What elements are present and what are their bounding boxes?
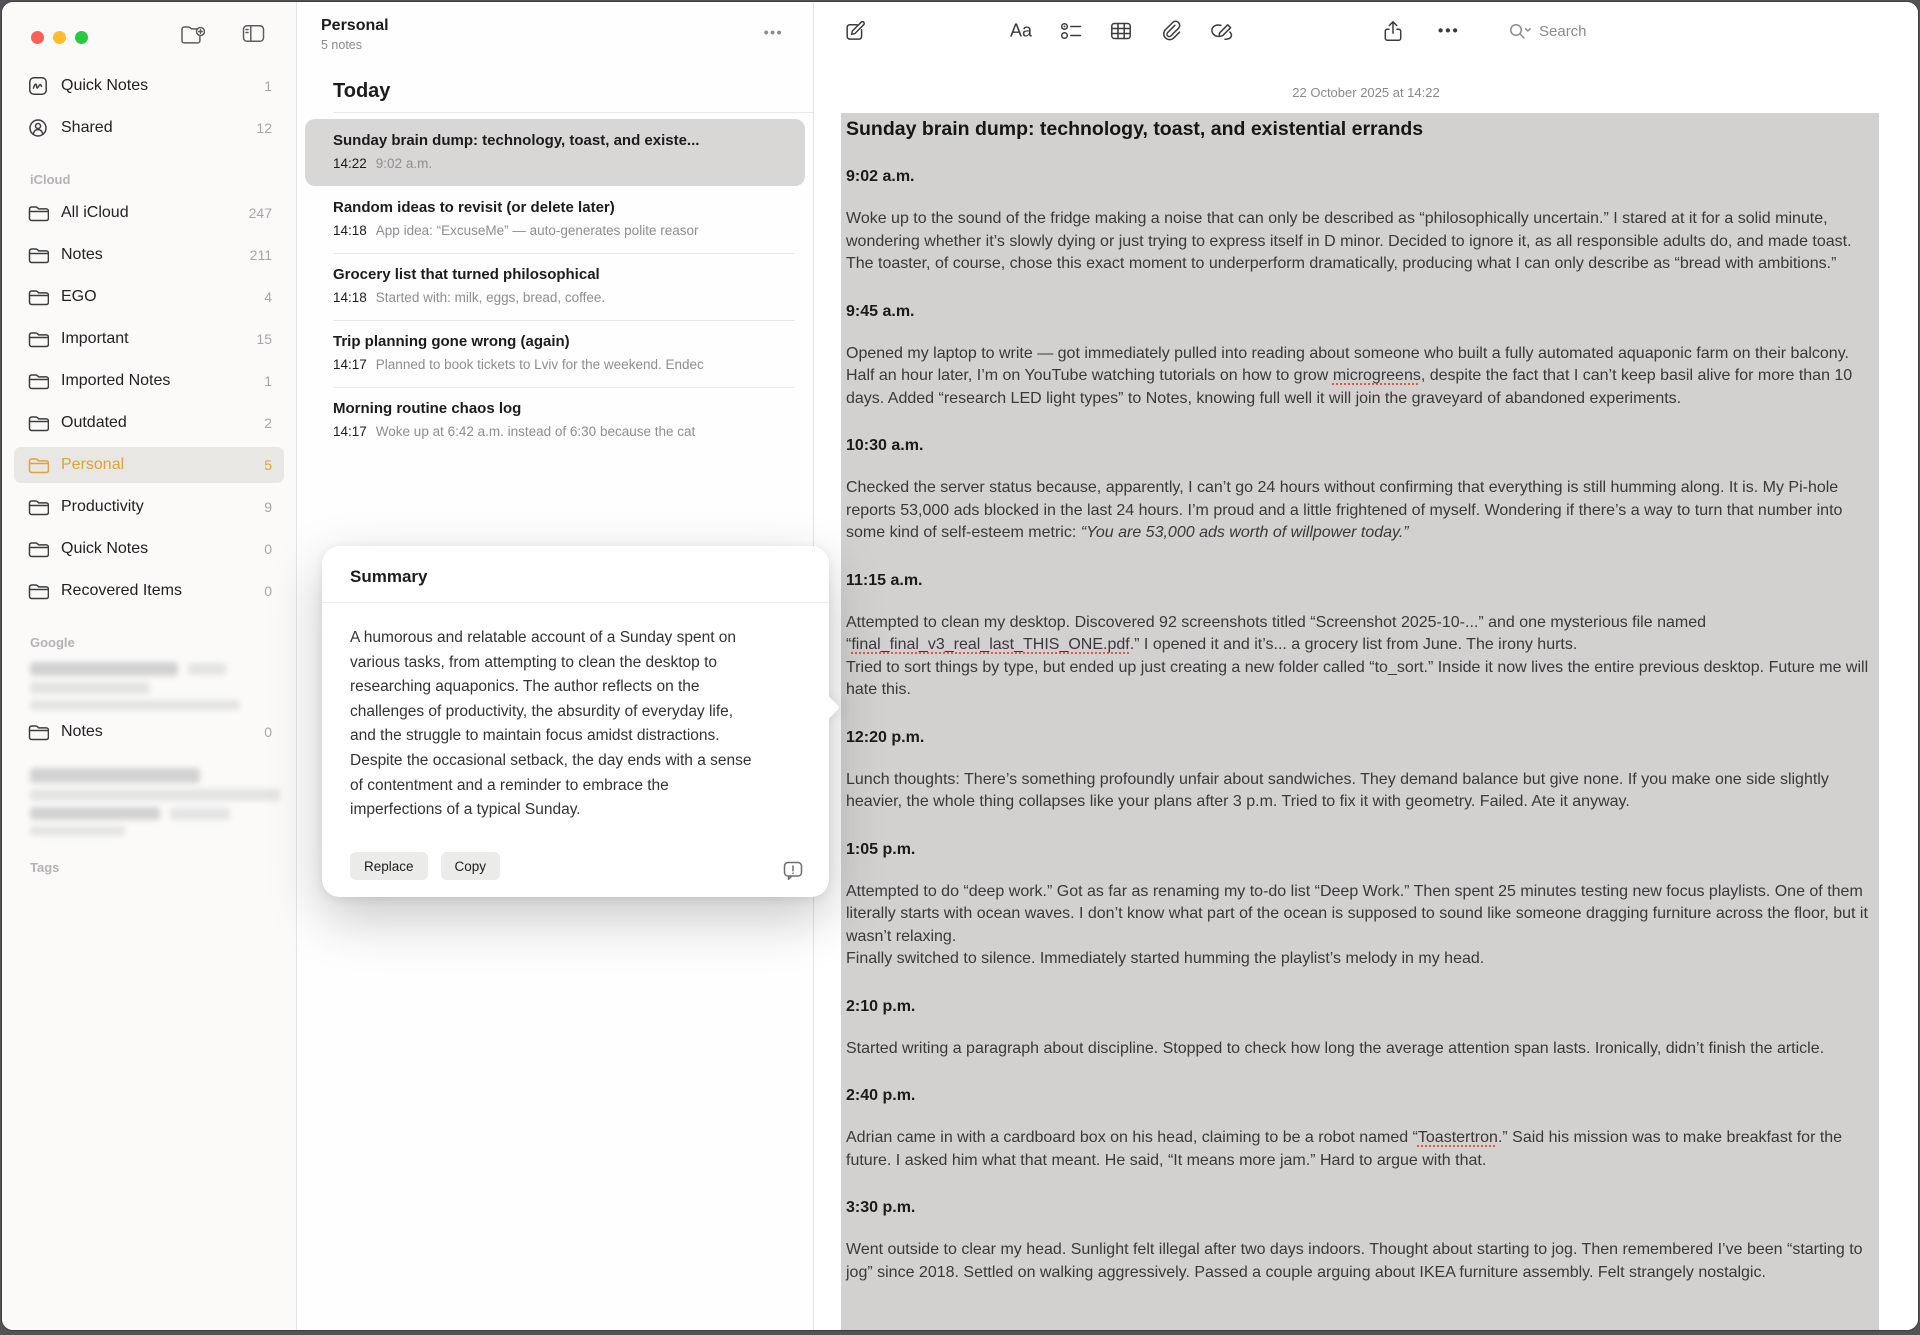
folder-icon [28,541,50,558]
note-text-run: Went outside to clear my head. Sunlight felt illegal after two days indoors. Thought about starting to jog. Then remembered I’ve been “starting to jog” since 2018. Settled on walking aggressively. Passed a couple arguing about IKEA furniture assembly. Felt strangely nostalgic. [846,1241,1863,1281]
sidebar-item-folder[interactable] [14,405,284,441]
sidebar-item-label: Important [61,330,129,347]
note-text-run: Started writing a paragraph about discipline. Stopped to check how long the average attention span lasts. Ironically, didn’t finish the article. [846,1039,1825,1057]
sidebar-item-count: 4 [264,289,272,305]
sidebar-item-folder[interactable] [14,321,284,357]
note-item-snippet: Woke up at 6:42 a.m. instead of 6:30 because the cat [375,424,696,439]
note-section-paragraphs [846,612,1869,702]
note-paragraph [846,477,1869,545]
sidebar-item-quick-notes[interactable] [14,68,284,104]
redacted-item [14,658,284,714]
titlebar[interactable] [2,2,296,62]
misspelled-word: Toastertron [1417,1129,1498,1146]
sidebar-item-label: Notes [61,246,103,263]
note-item-title: Grocery list that turned philosophical [333,266,600,283]
note-section-paragraphs [846,208,1869,276]
summary-actions [350,852,500,880]
folder-icon [28,205,50,222]
sidebar-item-label: Quick Notes [61,540,149,557]
sidebar-item-folder[interactable] [14,531,284,567]
note-item-title: Trip planning gone wrong (again) [333,333,570,350]
sidebar-section-icloud: iCloud [30,172,71,187]
editor-pane [814,2,1918,1330]
note-time-heading: 10:30 a.m. [846,437,924,454]
note-item-snippet: 9:02 a.m. [375,156,433,171]
note-paragraph [846,1239,1869,1284]
note-list-item[interactable] [305,186,805,253]
note-time-heading: 9:45 a.m. [846,302,915,320]
folder-icon [28,457,50,474]
note-section [846,303,1869,411]
note-paragraph [846,1038,1869,1061]
popover-content [322,546,829,897]
sidebar-item-count: 247 [248,205,272,221]
note-paragraph [846,612,1869,702]
folder-icon [28,247,50,264]
misspelled-word: final_final_v3_real_last_THIS_ONE.pdf [851,636,1130,653]
note-list-item[interactable] [305,387,805,454]
note-list-item-selected[interactable] [305,119,805,186]
folder-icon [28,724,50,741]
misspelled-word: microgreens [1332,367,1421,384]
note-sections [846,168,1869,1284]
note-item-title: Sunday brain dump: technology, toast, and existe... [333,132,700,149]
checklist-icon[interactable] [1060,21,1083,41]
note-section [846,729,1869,814]
note-body[interactable] [841,113,1879,1330]
note-text-run: Attempted to clean my desktop. Discovered 92 screenshots titled “Screenshot 2025-10-...” and one mysterious file named “ [846,613,1706,653]
note-section-paragraphs [846,1038,1869,1061]
redacted-item [14,764,284,840]
note-section-paragraphs [846,881,1869,971]
note-text-run: Attempted to do “deep work.” Got as far as renaming my to-do list “Deep Work.” Then spent 25 minutes testing new focus playlists. One of them literally starts with ocean waves. I don’t know what part of the ocean is supposed to sound like someone dragging furniture across the floor, but it wasn’t relaxing. [846,882,1868,945]
sidebar-item-count: 1 [264,78,272,94]
note-item-snippet: App idea: “ExcuseMe” — auto-generates polite reasor [375,223,699,238]
search-placeholder: Search [1539,22,1587,40]
note-item-time: 14:22 [333,156,367,171]
editor-scroll-area[interactable] [814,60,1918,1330]
sidebar-item-label: Imported Notes [61,372,171,389]
folder-icon [28,331,50,348]
sidebar-item-label: Quick Notes [61,77,149,94]
note-item-meta [333,357,787,372]
sidebar-item-count: 9 [264,499,272,515]
note-list-header [297,2,813,52]
sidebar-item-label: Outdated [61,414,127,431]
note-time-heading: 1:05 p.m. [846,840,916,858]
folder-title: Personal [321,17,389,34]
sidebar-item-label: Personal [61,456,125,473]
close-button[interactable] [31,31,44,44]
note-time-heading: 3:30 p.m. [846,1199,916,1216]
note-section [846,572,1869,702]
note-text-run: Woke up to the sound of the fridge making a noise that can only be described as “philosophically uncertain.” I stared at it for a solid minute, wondering whether it’s slowly dying or just trying to express itself in D minor. Decided to ignore it, as all responsible adults do, and made toast. The toaster, of course, chose this exact moment to underperform dramatically, producing what I can only describe as “bread with ambitions.” [846,210,1852,272]
folder-icon [28,289,50,306]
note-item-title: Morning routine chaos log [333,400,522,417]
sidebar-item-label: Productivity [61,498,144,515]
note-item-snippet: Planned to book tickets to Lviv for the weekend. Endec [375,357,704,372]
sidebar-item-count: 5 [264,457,272,473]
sidebar-item-count: 0 [264,583,272,599]
search-field[interactable] [1508,22,1587,40]
note-text-run: Tried to sort things by type, but ended up just creating a new folder called “to_sort.” Inside it now lives the entire previous desktop. Future me will hate this. [846,658,1869,698]
note-section-paragraphs [846,477,1869,545]
divider [322,602,829,603]
note-list-item[interactable] [305,253,805,320]
note-time-heading: 12:20 p.m. [846,728,925,746]
sidebar-item-count: 12 [256,120,272,136]
editor-toolbar [814,2,1918,60]
sidebar-item-label: Shared [61,119,113,136]
note-section [846,1199,1869,1284]
sidebar-item-count: 15 [256,331,272,347]
summary-popover [322,546,829,897]
note-list-item[interactable] [305,320,805,387]
note-item-time: 14:17 [333,424,367,439]
note-item-time: 14:17 [333,357,367,372]
zoom-button[interactable] [75,31,88,44]
sidebar-item-folder[interactable] [14,195,284,231]
shared-icon [28,118,50,138]
report-feedback-icon[interactable] [782,860,804,881]
search-icon [1508,22,1532,40]
table-icon[interactable] [1110,22,1132,41]
sidebar-item-count: 2 [264,415,272,431]
sidebar-item-folder[interactable] [14,363,284,399]
share-icon[interactable] [1382,20,1404,43]
note-item-time: 14:18 [333,223,367,238]
sidebar-item-label: Recovered Items [61,582,182,599]
sidebar [2,2,297,1330]
note-date: 22 October 2025 at 14:22 [1292,85,1440,100]
format-icon[interactable]: Aa [1010,20,1033,41]
note-section [846,168,1869,276]
note-time-heading: 2:10 p.m. [846,997,916,1015]
note-text-run: , despite the fact that I can’t keep basil alive for more than 10 days. Added “research LED light types” to Notes, knowing full well it will join the graveyard of abandoned experiments. [846,367,1853,407]
sidebar-item-count: 0 [264,724,272,740]
sidebar-item-count: 0 [264,541,272,557]
note-item-title: Random ideas to revisit (or delete later) [333,199,615,216]
summary-text: A humorous and relatable account of a Sunday spent on various tasks, from attempting to clean the desktop to researching aquaponics. The author reflects on the challenges of productivity, the absurdity of everyday life, and the struggle to maintain focus amidst distractions. Despite the occasional setback, the day ends with a sense of contentment and a reminder to embrace the imperfections of a typical Sunday. [350,629,752,819]
note-text-run: Finally switched to silence. Immediately started humming the playlist’s melody in my head. [846,950,1485,967]
folder-icon [28,583,50,600]
group-label-today: Today [333,80,391,102]
note-section-paragraphs [846,1239,1869,1284]
sidebar-item-count: 211 [249,247,272,263]
note-section [846,1087,1869,1172]
note-paragraph [846,208,1869,276]
italic-text-run: “You are 53,000 ads worth of willpower today.” [1080,524,1409,541]
note-paragraph [846,769,1869,814]
note-time-heading: 11:15 a.m. [846,571,923,589]
note-list [297,113,813,460]
note-section [846,437,1869,545]
note-item-snippet: Started with: milk, eggs, bread, coffee. [375,290,606,305]
copy-button[interactable]: Copy [441,852,501,880]
note-item-time: 14:18 [333,290,367,305]
note-section-paragraphs [846,343,1869,411]
note-section [846,841,1869,971]
note-text-run: Opened my laptop to write — got immediately pulled into reading about someone who built a fully automated aquaponic farm on their balcony. Half an hour later, I’m on YouTube watching tutorials on how to grow [846,344,1849,384]
replace-button[interactable]: Replace [350,852,428,880]
note-title: Sunday brain dump: technology, toast, and existential errands [846,118,1424,140]
note-text-run: Checked the server status because, apparently, I can’t go 24 hours without confirming that everything is still humming along. It is. My Pi-hole reports 53,000 ads blocked in the last 24 hours. I’m proud and a little frightened of myself. Wondering if there’s a way to turn that number into some kind of self-esteem metric: [846,479,1843,541]
sidebar-item-folder[interactable] [14,237,284,273]
sidebar-item-label: Notes [61,723,103,740]
notes-app-window [2,2,1918,1330]
sidebar-item-folder[interactable] [14,489,284,525]
note-time-heading: 2:40 p.m. [846,1087,916,1104]
sidebar-list [2,62,296,883]
note-time-heading: 9:02 a.m. [846,168,915,185]
sidebar-item-label: EGO [61,288,97,305]
attachment-icon[interactable] [1161,20,1183,42]
note-count: 5 notes [321,38,363,52]
note-text-run: Lunch thoughts: There’s something profoundly unfair about sandwiches. They demand balance but give none. If you make one side slightly heavier, the whole thing collapses like your plans after 3 p.m. Tried to fix it with geometry. Failed. Ate it anyway. [846,770,1829,810]
sidebar-item-shared[interactable] [14,110,284,146]
folder-icon [28,499,50,516]
traffic-lights [31,31,88,44]
summary-title: Summary [350,567,428,586]
note-section-paragraphs [846,1127,1869,1172]
icloud-folder-list [14,195,284,609]
note-text-run: .” I opened it and it’s... a grocery list from June. The irony hurts. [1129,636,1578,653]
note-text-run: .” Said his mission was to make breakfast for the future. I asked him what that meant. He said, “It means more jam.” Hard to argue with that. [846,1129,1843,1169]
editor-more-icon[interactable]: ••• [1438,22,1460,40]
sidebar-item-folder-selected[interactable] [14,447,284,483]
note-section [846,998,1869,1061]
note-text-run: Adrian came in with a cardboard box on his head, claiming to be a robot named “ [846,1129,1418,1146]
note-paragraph [846,881,1869,971]
note-item-meta [333,424,787,439]
sidebar-section-tags: Tags [30,860,60,875]
note-section-paragraphs [846,769,1869,814]
note-paragraph [846,1127,1869,1172]
list-more-icon[interactable]: ••• [763,24,783,40]
folder-icon [28,373,50,390]
toggle-sidebar-icon[interactable] [242,24,265,43]
sidebar-item-folder[interactable] [14,279,284,315]
folder-icon [28,415,50,432]
writing-tools-icon[interactable] [1210,20,1234,43]
note-item-meta [333,290,787,305]
minimize-button[interactable] [53,31,66,44]
note-paragraph [846,343,1869,411]
sidebar-item-folder[interactable] [14,573,284,609]
note-item-meta [333,223,787,238]
sidebar-section-google: Google [30,635,75,650]
quick-note-icon [28,76,50,96]
sidebar-item-count: 1 [264,373,272,389]
sidebar-item-google-notes[interactable] [14,714,284,750]
note-item-meta [333,156,787,171]
new-folder-icon[interactable] [180,24,205,45]
new-note-icon[interactable] [844,20,867,42]
sidebar-item-label: All iCloud [61,204,129,221]
